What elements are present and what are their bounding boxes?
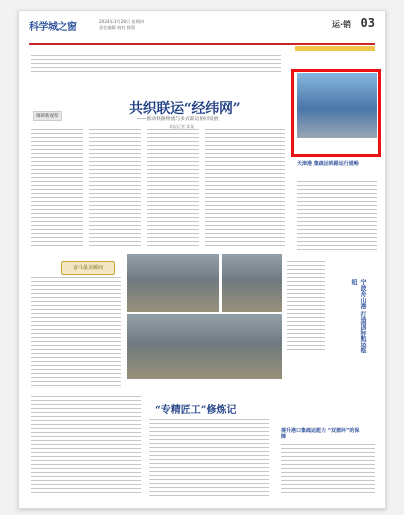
vertical-headline: 宁波舟山港 打造国际航运枢纽	[350, 279, 366, 354]
left-column-body	[31, 277, 121, 387]
article-column-4	[205, 129, 285, 249]
bottom-middle-body	[149, 419, 269, 496]
side-feature-body	[297, 181, 377, 251]
rail-track-photo	[127, 314, 282, 379]
byline: 本报记者 某某	[169, 124, 195, 129]
article-column-3	[147, 129, 199, 249]
rail-worker-photo-2	[222, 254, 282, 312]
article-column-1	[31, 129, 83, 249]
bottom-left-body	[31, 396, 141, 496]
issue-info	[99, 19, 144, 31]
newspaper-page	[18, 10, 386, 509]
main-headline: 共织联运“经纬网”	[129, 101, 241, 117]
article-column-2	[89, 129, 141, 249]
intro-body	[31, 55, 281, 75]
right-column-body	[287, 261, 325, 351]
side-feature-title: 天津港 集疏运铁路运行通畅	[297, 161, 359, 167]
bottom-headline: “专精匠工”修炼记	[155, 405, 237, 416]
masthead	[29, 15, 375, 41]
issue-line-1: 2024年3月28日 星期四	[99, 19, 145, 24]
bottom-right-body	[281, 444, 375, 496]
bottom-right-title: 提升港口集疏运能力 “双循环”的保障	[281, 428, 360, 440]
masthead-rule	[29, 43, 375, 45]
kicker-label: 调研新观察	[33, 111, 62, 121]
rail-worker-photo-1	[127, 254, 219, 312]
newspaper-logo: 科学城之窗	[29, 22, 77, 33]
section-label-bar	[295, 46, 375, 51]
section-title: 运·销	[331, 20, 351, 29]
issue-line-2: 责任编辑 校对 排版	[99, 25, 136, 30]
page-number: 03	[360, 16, 375, 30]
headline-deck: ——推动铁路物流与多式联运协同发展	[137, 117, 219, 122]
highlight-box[interactable]	[291, 69, 381, 157]
section-badge: 奋斗最美瞬间	[61, 261, 115, 275]
